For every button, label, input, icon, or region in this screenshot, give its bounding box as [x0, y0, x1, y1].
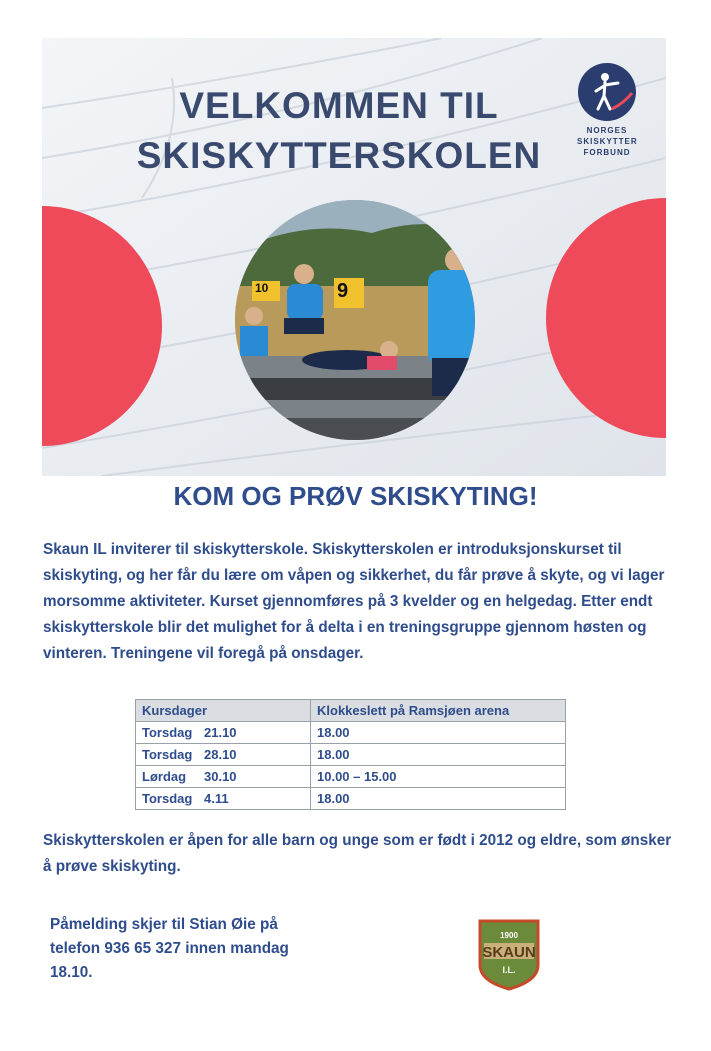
table-row: [136, 766, 566, 788]
skaun-il-logo: [474, 915, 544, 996]
table-row: [136, 722, 566, 744]
row-day: Torsdag: [142, 791, 193, 806]
intro-paragraph: Skaun IL inviterer til skiskytterskole. Skiskytterskolen er introduksjonskurset til skiskyting, og her får du lære om våpen og sikkerhet, du får prøve å skyte, og vi lager morsomme aktiviteter. Kurset gjennomføres på 3 kvelder og en helgedag. Etter endt skiskytterskole blir det mulighet for å delta i en treningsgruppe gjennom høsten og vinteren. Treningene vil foregå på onsdager.: [43, 541, 665, 662]
signup-line3: 18.10.: [50, 964, 93, 981]
signup-info: [50, 913, 340, 985]
club-logo-suffix: I.L.: [502, 965, 516, 975]
row-date: 21.10: [204, 725, 237, 740]
row-time: 10.00 – 15.00: [311, 766, 566, 788]
row-time: 18.00: [311, 788, 566, 810]
schedule-table: [135, 699, 566, 810]
row-day: Torsdag: [142, 747, 193, 762]
biathlete-icon: [578, 63, 636, 121]
club-logo-year: 1900: [500, 931, 518, 940]
hero-banner: [42, 38, 666, 476]
row-day: Torsdag: [142, 725, 193, 740]
schedule-header-row: [136, 700, 566, 722]
row-date: 4.11: [204, 791, 229, 806]
eligibility-paragraph: Skiskytterskolen er åpen for alle barn og unge som er født i 2012 og eldre, som ønsker å prøve skiskyting.: [43, 832, 672, 875]
logo-text-line1: NORGES: [586, 126, 628, 135]
signup-line2: telefon 936 65 327 innen mandag: [50, 940, 289, 957]
club-logo-name: SKAUN: [482, 944, 536, 961]
hero-title-line2: SKISKYTTERSKOLEN: [136, 135, 542, 176]
signup-line1: Påmelding skjer til Stian Øie på: [50, 916, 278, 933]
page-heading: KOM OG PRØV SKISKYTING!: [173, 481, 538, 511]
row-time: 18.00: [311, 722, 566, 744]
logo-text-line2: SKISKYTTER: [577, 137, 638, 146]
col-header-klokkeslett: Klokkeslett på Ramsjøen arena: [311, 700, 566, 722]
bib-number-right: 9: [337, 280, 349, 302]
row-day: Lørdag: [142, 769, 187, 784]
table-row: [136, 788, 566, 810]
col-header-kursdager: Kursdager: [136, 700, 311, 722]
row-time: 18.00: [311, 744, 566, 766]
row-date: 28.10: [204, 747, 237, 762]
logo-text-line3: FORBUND: [583, 148, 631, 157]
hero-title-line1: VELKOMMEN TIL: [179, 85, 499, 126]
table-row: [136, 744, 566, 766]
bib-number-left: 10: [255, 281, 269, 295]
row-date: 30.10: [204, 769, 237, 784]
norges-skiskytterforbund-logo: [577, 63, 637, 158]
